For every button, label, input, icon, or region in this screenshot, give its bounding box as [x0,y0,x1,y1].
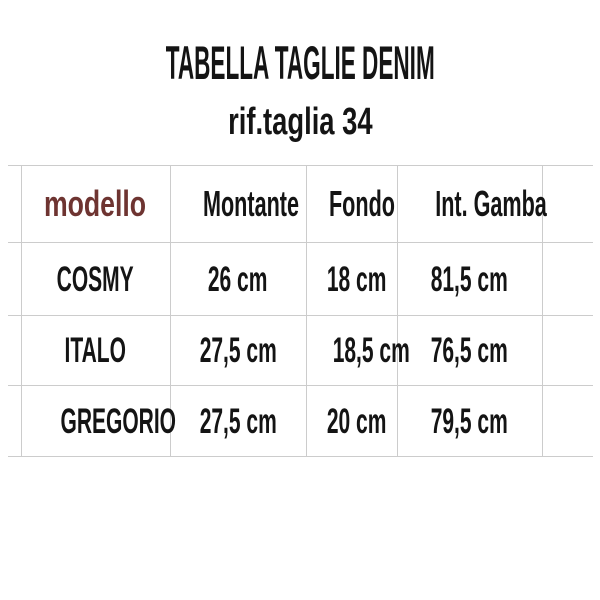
cell-int-gamba [397,316,542,386]
cell-montante [170,243,306,316]
header-modello-label: modello [44,183,147,224]
fondo-value: 20 cm [326,401,386,441]
cell-montante [170,316,306,386]
montante-value: 27,5 cm [199,401,277,441]
fondo-value: 18,5 cm [332,331,410,370]
cell-int-gamba [397,243,542,316]
size-table [8,165,593,457]
fondo-value: 18 cm [326,259,386,299]
cell-model [21,386,176,457]
cell-fondo [306,316,410,386]
spacer-cell [542,386,593,457]
header-int-gamba-label: Int. Gamba [434,183,547,224]
cell-model [21,243,170,316]
header-montante-label: Montante [202,183,299,224]
spacer-cell [542,166,593,243]
montante-value: 27,5 cm [199,331,277,370]
page-subtitle: rif.taglia 34 [227,101,373,143]
table-header-row [8,166,593,243]
page-title-row [0,0,600,100]
cell-fondo [306,386,397,457]
page-title: TABELLA TAGLIE DENIM [165,36,435,89]
int-gamba-value: 81,5 cm [430,259,509,299]
title-block [0,0,600,152]
model-name: GREGORIO [60,401,176,441]
table-row-italo [8,316,593,386]
header-modello [21,166,170,243]
table-row-gregorio [8,386,593,457]
montante-value: 26 cm [208,259,268,299]
page-subtitle-row [0,100,600,152]
spacer-cell [8,243,21,316]
cell-montante [170,386,306,457]
spacer-cell [542,243,593,316]
spacer-cell [542,316,593,386]
cell-int-gamba [397,386,542,457]
model-name: COSMY [56,259,134,299]
cell-fondo [306,243,397,316]
spacer-cell [8,386,21,457]
header-montante [170,166,306,243]
cell-model [21,316,170,386]
spacer-cell [8,166,21,243]
header-fondo-label: Fondo [328,183,395,224]
table-row-cosmy [8,243,593,316]
spacer-cell [8,316,21,386]
header-int-gamba [397,166,547,243]
header-fondo [306,166,397,243]
int-gamba-value: 76,5 cm [430,331,509,370]
int-gamba-value: 79,5 cm [430,401,509,441]
model-name: ITALO [64,331,127,370]
